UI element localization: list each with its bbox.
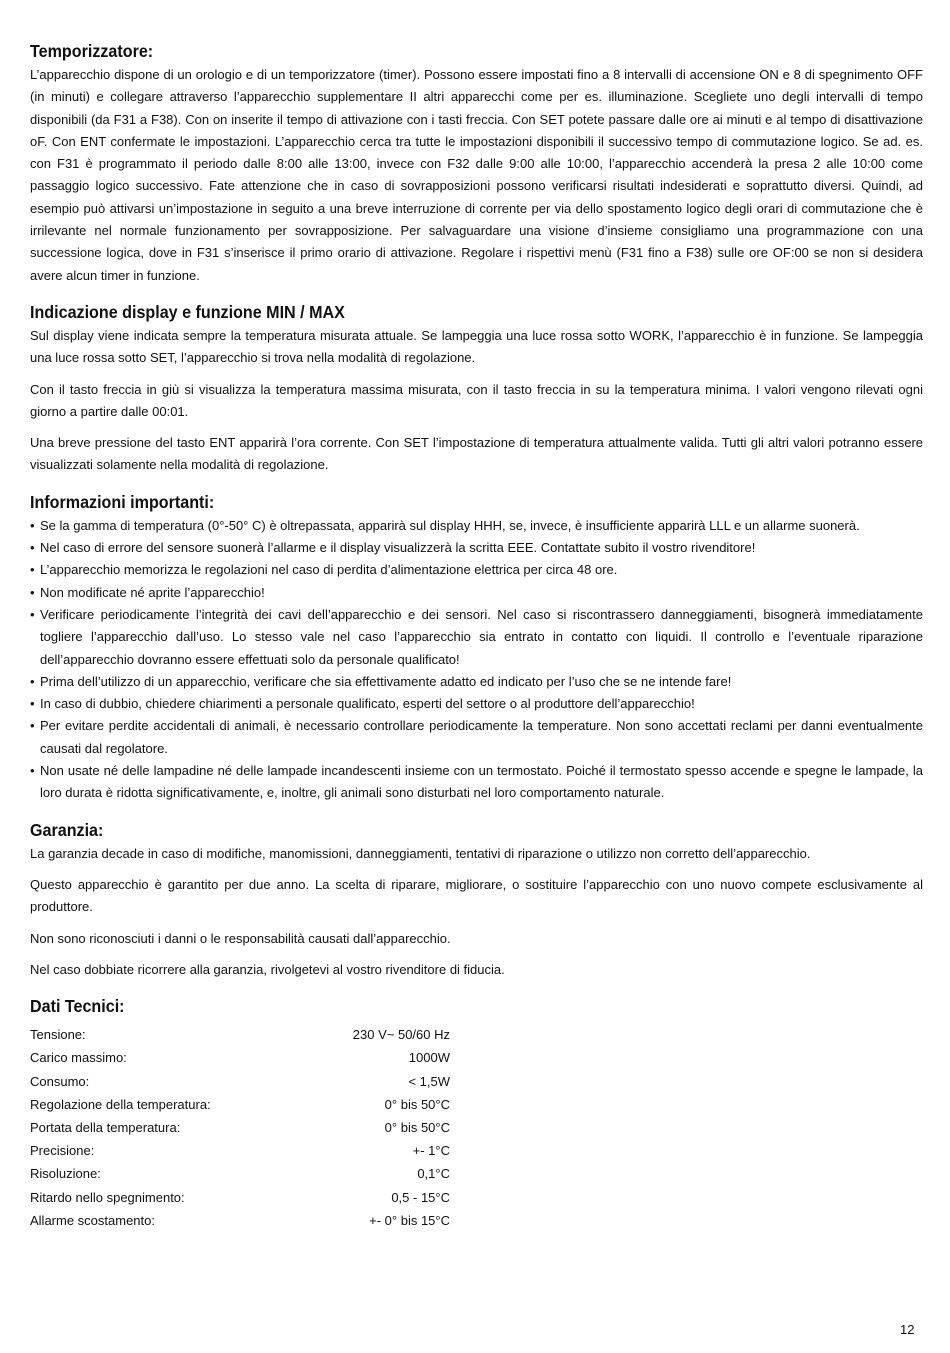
section-title-info: Informazioni importanti: [30,491,215,512]
spec-row [30,1046,450,1069]
info-item: • Prima dell’utilizzo di un apparecchio, verificare che sia effettivamente adatto ed indicato per l’uso che se ne intende fare! [30,671,923,693]
spec-label: Ritardo nello spegnimento: [30,1189,185,1205]
warranty-paragraph-3: Non sono riconosciuti i danni o le responsabilità causati dall’apparecchio. [30,930,451,946]
spec-label: Risoluzione: [30,1166,101,1182]
info-item: • L’apparecchio memorizza le regolazioni nel caso di perdita d’alimentazione elettrica per circa 48 ore. [30,559,923,581]
spec-value: < 1,5W [408,1073,450,1089]
spec-row [30,1070,450,1093]
info-item: • Nel caso di errore del sensore suonerà l’allarme e il display visualizzerà la scritta EEE. Contattate subito il vostro rivenditore! [30,537,923,559]
spec-label: Tensione: [30,1027,86,1043]
info-list [30,515,923,805]
spec-label: Allarme scostamento: [30,1212,155,1228]
section-title-timer: Temporizzatore: [30,41,154,61]
warranty-paragraph-2: Questo apparecchio è garantito per due anno. La scelta di riparare, migliorare, o sostituire l’apparecchio con uno nuovo compete esclusivamente al produttore. [30,876,923,915]
spec-label: Precisione: [30,1143,95,1159]
spec-row [30,1023,450,1046]
spec-value: +- 1°C [412,1143,450,1159]
display-paragraph-1: Sul display viene indicata sempre la temperatura misurata attuale. Se lampeggia una luce rossa sotto WORK, l’apparecchio è in funzione. Se lampeggia una luce rossa sotto SET, l’apparecchio si trova nella modalità di regolazione. [30,327,923,366]
spec-value: 0,1°C [417,1166,450,1182]
section-title-warranty: Garanzia: [30,819,104,840]
spec-label: Consumo: [30,1073,90,1089]
spec-value: 0,5 - 15°C [391,1189,450,1205]
document-page [30,38,923,1232]
spec-row [30,1093,450,1116]
section-title-specs: Dati Tecnici: [30,996,125,1017]
display-paragraph-3: Una breve pressione del tasto ENT apparirà l’ora corrente. Con SET l’impostazione di temperatura attualmente valida. Tutti gli altri valori potranno essere visualizzati solamente nella modalità di regolazione. [30,435,923,473]
spec-row [30,1186,450,1209]
spec-value: 0° bis 50°C [384,1119,450,1135]
specs-table [30,1023,923,1232]
warranty-paragraph-1: La garanzia decade in caso di modifiche, manomissioni, danneggiamenti, tentativi di riparazione o utilizzo non corretto dell’apparecchio. [30,845,811,861]
info-item: • Non usate né delle lampadine né delle lampade incandescenti insieme con un termostato. Poiché il termostato spesso accende e spegne le lampade, la loro durata è ridotta significativamente, e, inoltre, gli animali sono disturbati nel loro comportamento naturale. [30,760,923,805]
info-item: • Non modificate né aprite l’apparecchio! [30,582,923,604]
spec-row [30,1139,450,1162]
spec-row [30,1116,450,1139]
spec-label: Regolazione della temperatura: [30,1096,211,1112]
spec-row [30,1162,450,1185]
warranty-paragraph-4: Nel caso dobbiate ricorrere alla garanzia, rivolgetevi al vostro rivenditore di fiducia. [30,961,505,977]
section-title-display: Indicazione display e funzione MIN / MAX [30,301,345,322]
info-item: • In caso di dubbio, chiedere chiarimenti a personale qualificato, esperti del settore o al produttore dell’apparecchio! [30,693,923,715]
spec-row [30,1209,450,1232]
info-item: • Se la gamma di temperatura (0°-50° C) è oltrepassata, apparirà sul display HHH, se, invece, è insufficiente apparirà LLL e un allarme suonerà. [30,515,923,537]
spec-label: Portata della temperatura: [30,1119,181,1135]
spec-value: +- 0° bis 15°C [369,1212,450,1228]
display-paragraph-2: Con il tasto freccia in giù si visualizza la temperatura massima misurata, con il tasto freccia in su la temperatura minima. I valori vengono rilevati ogni giorno a partire dalle 00:01. [30,381,923,419]
spec-label: Carico massimo: [30,1050,127,1066]
info-item: • Verificare periodicamente l’integrità dei cavi dell’apparecchio e dei sensori. Nel caso si riscontrassero danneggiamenti, bisognerà immediatamente togliere l’apparecchio dall’uso. Lo stesso vale nel caso l’apparecchio sia entrato in contatto con liquidi. Il controllo e l’eventuale riparazione dell’apparecchio dovranno essere effettuati solo da personale qualificato! [30,604,923,671]
info-item: • Per evitare perdite accidentali di animali, è necessario controllare periodicamente la temperature. Non sono accettati reclami per danni eventualmente causati dal regolatore. [30,715,923,760]
spec-value: 1000W [408,1050,450,1066]
spec-value: 230 V~ 50/60 Hz [352,1027,450,1043]
page-number: 12 [900,1322,915,1337]
spec-value: 0° bis 50°C [384,1096,450,1112]
timer-paragraph: L’apparecchio dispone di un orologio e di un temporizzatore (timer). Possono essere impostati fino a 8 intervalli di accensione ON e 8 di spegnimento OFF (in minuti) e collegare attraverso l’apparecchio supplementare II altri apparecchi come per es. illuminazione. Scegliete uno degli intervalli di tempo disponibili (da F31 a F38). Con on inserite il tempo di attivazione con i tasti freccia. Con SET potete passare dalle ore ai minuti e al tempo di disattivazione oF. Con ENT confermate le impostazioni. L’apparecchio cerca tra tutte le impostazioni disponibili il successivo tempo di commutazione logico. Se ad. es. con F31 è programmato il periodo dalle 8:00 alle 13:00, invece con F32 dalle 9:00 alle 10:00, l’apparecchio accenderà la presa 2 alle 10:00 come passaggio logico successivo. Fate attenzione che in caso di sovrapposizioni possono verificarsi risultati indesiderati e soprattutto diversi. Quindi, ad esempio può attivarsi un’impostazione in seguito a una breve interruzione di corrente per via dello spostamento logico degli orari di commutazione che è irrilevante nel normale funzionamento per sovrapposizione. Per salvaguardare una visione d’insieme consigliamo una programmazione con una successione logica, dove in F31 s’inserisce il primo orario di attivazione. Regolare i rispettivi menù (F31 fino a F38) sulle ore OF:00 se non si desidera avere alcun timer in funzione. [30,67,923,283]
